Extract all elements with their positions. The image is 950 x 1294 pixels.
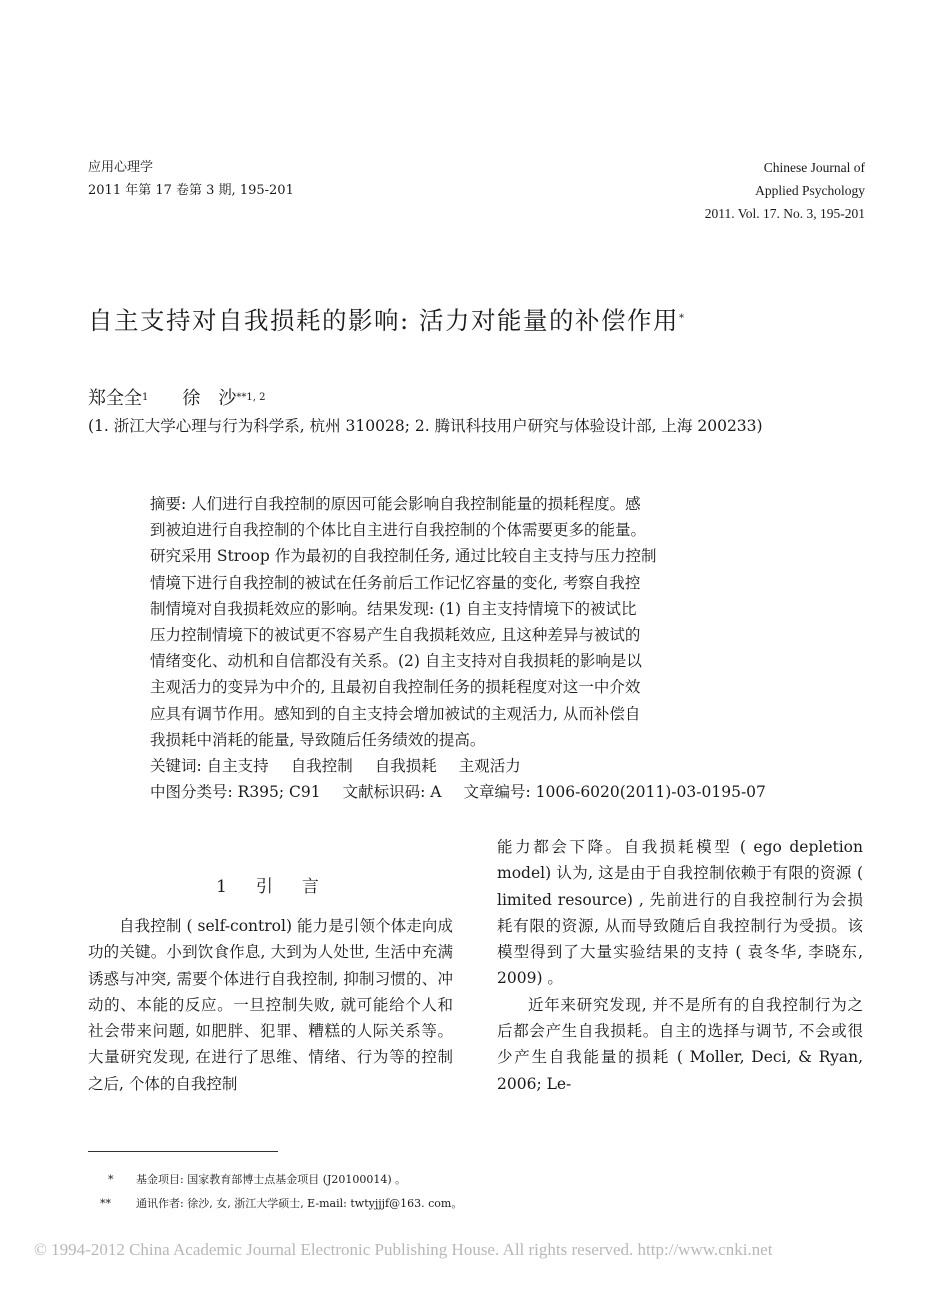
keyword: 自我损耗 [374,757,437,776]
author-affil-mark: 1 [142,392,149,403]
classification-line [150,779,805,805]
article-number: 文章编号: 1006-6020(2011)-03-0195-07 [463,783,766,802]
keyword: 自我控制 [290,757,353,776]
abstract-line: 压力控制情境下的被试更不容易产生自我损耗效应, 且这种差异与被试的 [150,626,641,645]
author-name: 郑全全 [88,388,142,409]
journal-name-en-line1: Chinese Journal of [763,160,865,175]
body-column-left [88,913,453,1097]
journal-header-en [620,156,865,225]
footnote [108,1168,406,1192]
keywords-line [150,753,805,779]
body-paragraph: 能力都会下降。自我损耗模型 ( ego depletion model) 认为, 这是由于自我控制依赖于有限的资源 ( limited resource) , 先前进行的自我控制行为会损耗有限的资源, 从而导致随后自我控制行为受损。该模型得到了大量实验结果的支持 ( 袁冬华, 李晓东, 2009) 。 [497,838,863,988]
footnote [100,1192,462,1216]
classification-code: 中图分类号: R395; C91 [150,783,321,802]
issue-info-en: 2011. Vol. 17. No. 3, 195-201 [704,206,865,221]
copyright-footer: © 1994-2012 China Academic Journal Electronic Publishing House. All rights reserved. http://www.cnki.net [34,1240,773,1259]
issue-info-cn: 2011 年第 17 卷第 3 期, 195-201 [88,183,294,198]
abstract-line: 制情境对自我损耗效应的影响。结果发现: (1) 自主支持情境下的被试比 [150,599,637,618]
footnote-mark: * [108,1173,114,1186]
document-code: 文献标识码: A [342,783,442,802]
paper-title [88,303,868,339]
keyword: 自主支持 [206,757,269,776]
keywords-label: 关键词: [150,757,202,776]
journal-header-cn [88,156,294,202]
abstract-block [150,491,805,805]
keyword: 主观活力 [458,757,521,776]
abstract-line: 应具有调节作用。感知到的自主支持会增加被试的主观活力, 从而补偿自 [150,704,641,723]
footnote-text: 通讯作者: 徐沙, 女, 浙江大学硕士, E-mail: twtyjjjf@163. com。 [136,1197,463,1210]
abstract-line: 研究采用 Stroop 作为最初的自我控制任务, 通过比较自主支持与压力控制 [150,547,657,566]
author-line [88,385,265,413]
author-affil-mark: **1, 2 [236,392,266,403]
abstract-line: 摘要: 人们进行自我控制的原因可能会影响自我控制能量的损耗程度。感 [150,495,641,513]
title-footnote-mark: * [679,313,686,324]
journal-name-en-line2: Applied Psychology [755,183,865,198]
footnote-divider [88,1151,278,1152]
paper-title-text: 自主支持对自我损耗的影响: 活力对能量的补偿作用 [88,306,680,335]
body-paragraph: 自我控制 ( self-control) 能力是引领个体走向成功的关键。小到饮食作息, 大到为人处世, 生活中充满诱惑与冲突, 需要个体进行自我控制, 抑制习惯的、冲动的、本能的反应。一旦控制失败, 就可能给个人和社会带来问题, 如肥胖、犯罪、糟糕的人际关系等。大量研究发现, 在进行了思维、情绪、行为等的控制之后, 个体的自我控制 [88,917,453,1093]
body-column-right [497,834,863,1097]
section-heading: 1 引 言 [216,877,325,897]
footnote-text: 基金项目: 国家教育部博士点基金项目 (J20100014) 。 [136,1173,407,1186]
abstract-line: 主观活力的变异为中介的, 且最初自我控制任务的损耗程度对这一中介效 [150,678,641,697]
author-name: 徐 沙 [182,388,237,409]
abstract-line: 到被迫进行自我控制的个体比自主进行自我控制的个体需要更多的能量。 [150,521,647,540]
body-paragraph: 近年来研究发现, 并不是所有的自我控制行为之后都会产生自我损耗。自主的选择与调节, 不会或很少产生自我能量的损耗 ( Moller, Deci, & Ryan, 2006; Le- [497,995,863,1093]
footnote-mark: ** [100,1197,111,1210]
journal-name-cn: 应用心理学 [88,160,154,175]
abstract-line: 我损耗中消耗的能量, 导致随后任务绩效的提高。 [150,730,486,749]
abstract-line: 情境下进行自我控制的被试在任务前后工作记忆容量的变化, 考察自我控 [150,573,641,592]
affiliations: (1. 浙江大学心理与行为科学系, 杭州 310028; 2. 腾讯科技用户研究与体验设计部, 上海 200233) [88,417,763,435]
abstract-line: 情绪变化、动机和自信都没有关系。(2) 自主支持对自我损耗的影响是以 [150,652,642,671]
